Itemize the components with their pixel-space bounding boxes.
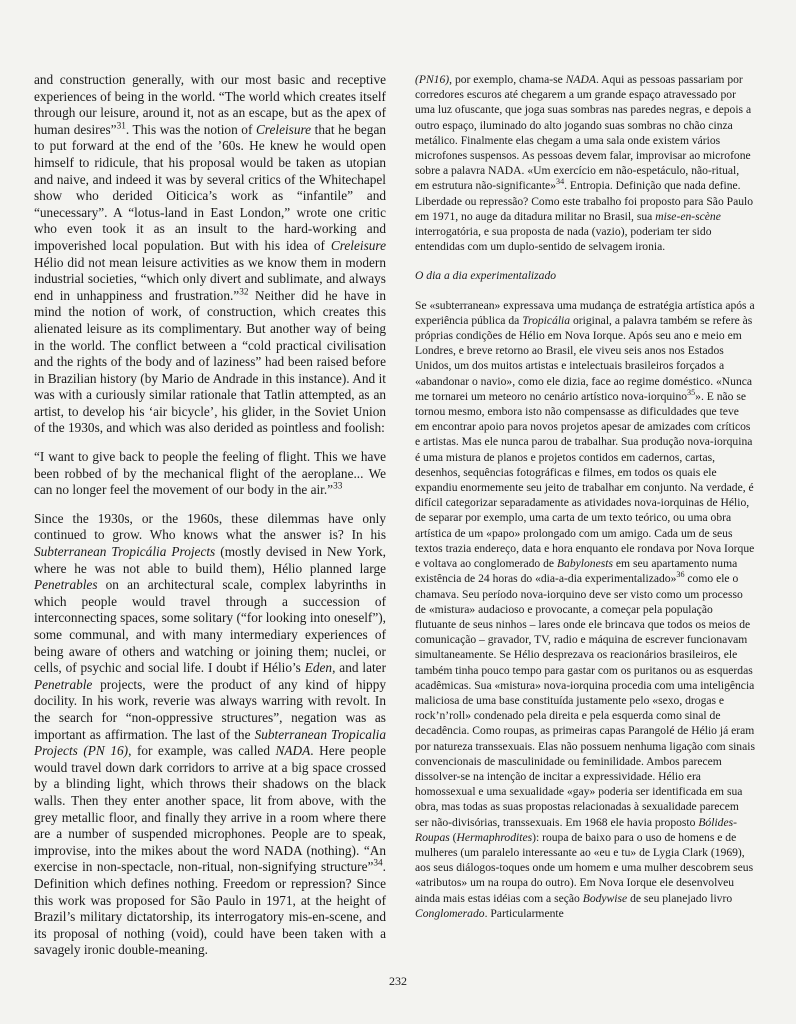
- footnote-ref: 33: [333, 481, 343, 492]
- text-run: Neither did he have in mind the notion of work, of construction, which creates this alienated leisure as its complimentary. But another way of being in the world. The conflict between a “cold practical civilisation and the rights of the body and of laziness” had been raised before in Brazilian history (by Mario de Andrade in this instance). And it was with a curiously similar rationale that Tatlin attempted, as an artist, to develop his ‘air bicycle’, his glider, in the Soviet Union of the 1930s, and which was also derided as pointless and foolish:: [34, 287, 386, 436]
- portuguese-column: [415, 72, 755, 921]
- italic-text: Eden: [304, 660, 333, 676]
- italic-text: Subterranean Tropicália Projects: [34, 544, 216, 560]
- italic-text: Tropicália: [522, 313, 571, 327]
- italic-text: Penetrables: [34, 577, 98, 593]
- italic-text: Creleisure: [330, 237, 386, 253]
- text-run: ): roupa de baixo para o uso de homens e de mulheres (um paralelo interessante ao «eu e tu» de Lygia Clark (1969), aos seus diálogos-toques onde um homem e uma mulher descobrem seus «atributos» um na roupa do outro). Em Nova Iorque ele desenvolveu ainda mais estas idéias com a seção: [415, 830, 754, 905]
- footnote-ref: 31: [116, 121, 126, 132]
- text-run: projects, were the product of any kind of hippy docility. In his work, reverie was always warring with revolt. In the search for “non-oppressive structures”, negation was as important as affirmation. The last of the: [34, 676, 386, 742]
- text-run: on an architectural scale, complex labyrinths in which people would travel through a succession of interconnecting spaces, some solitary (“for looking into oneself”), some communal, and with many intermediary experiences of being aware of others and watching or joining them; nuclei, or cells, of psychic and social life. I doubt if Hélio’s: [34, 577, 386, 676]
- text-run: em seu apartamento numa existência de 24 horas do «dia-a-dia experimentalizado»: [415, 557, 738, 586]
- text-run: Since the 1930s, or the 1960s, these dilemmas have only continued to grow. Who knows what the answer is? In his: [34, 510, 386, 543]
- footnote-ref: 36: [676, 570, 685, 580]
- portuguese-paragraph-2: [415, 298, 755, 921]
- text-run: original, a palavra também se refere às próprias condições de Hélio em Nova Iorque. Após seu ano e meio em Londres, e breve retorno ao Brasil, ele viveu seis anos nos Estados Unidos, um dos muitos artistas e intelectuais brasileiros forçados a «abandonar o navio», como ele dizia, face ao regime doméstico. «Nunca me tornarei um meteoro no cenário artístico nova-iorquino: [415, 313, 753, 403]
- italic-text: (PN16): [415, 73, 450, 86]
- text-run: . Here people would travel down dark corridors to arrive at a big space crossed by a blinding light, which throws their shadows on the black walls. Then they enter another space, lit from above, with the grey metallic floor, and finally they arrive in a room where there are a number of suspended microphones. People are to speak, improvise, into the mikes about the word NADA (nothing). “An exercise in non-spectacle, non-ritual, non-signifying structure”: [34, 743, 386, 875]
- english-column: [34, 72, 386, 959]
- text-run: . Entropia. Definição que nada define. Liberdade ou repressão? Como este trabalho foi proposto para São Paulo em 1971, no auge da ditadura militar no Brasil, sua: [415, 179, 754, 223]
- text-run: , for example, was called: [128, 743, 276, 759]
- text-run: , and later: [332, 660, 386, 676]
- text-run: Hélio did not mean leisure activities as we know them in modern industrial societies, “which only divert and sublimate, and always end in unhappiness and frustration.”: [34, 254, 386, 303]
- italic-text: NADA: [275, 743, 311, 759]
- text-run: and construction generally, with our most basic and receptive experiences of being in the world. “The world which creates itself through our leisure, around it, not as an escape, but as the apex of human desires”: [34, 72, 386, 137]
- italic-text: Subterranean Tropicalia Projects (PN 16): [34, 726, 386, 759]
- italic-text: Creleisure: [255, 121, 312, 137]
- text-run: (: [449, 830, 457, 844]
- text-run: . Definition which defines nothing. Freedom or repression? Since this work was proposed for São Paulo in 1971, at the height of Brazil’s military dictatorship, its interrogatory mis-en-scene, and its proposal of nothing (void), could have been taken with a savagely ironic double-meaning.: [34, 859, 386, 958]
- text-run: “I want to give back to people the feeling of flight. This we have been robbed of by the mechanical flight of the aeroplane... We can no longer feel the movement of our body in the air.”: [34, 449, 386, 498]
- italic-text: Conglomerado: [415, 906, 485, 920]
- english-paragraph-1: [34, 72, 386, 437]
- italic-text: NADA: [565, 73, 596, 86]
- text-run: . Aqui as pessoas passariam por corredores escuros até chegarem a um grande espaço atravessado por uma luz ofuscante, que joga suas sombras nas paredes negras, e depois a outro espaço, iluminado do alto jogando suas sombras no chão cinza metálico. Finalmente elas chegam a uma sala onde existem vários microfones suspensos. As pessoas devem falar, improvisar ao microfone sobre a palavra NADA. «Um exercício em não-espetáculo, não-ritual, em estrutura não-significante»: [415, 73, 752, 193]
- footnote-ref: 35: [687, 388, 696, 397]
- page-number: 232: [389, 974, 407, 988]
- portuguese-paragraph-1: [415, 72, 755, 254]
- text-run: Se «subterranean» expressava uma mudança de estratégia artística após a experiência pública da: [415, 298, 755, 327]
- text-run: . This was the notion of: [125, 121, 256, 137]
- italic-text: Penetrable: [34, 676, 93, 692]
- footnote-ref: 34: [556, 177, 565, 187]
- english-paragraph-2: [34, 511, 386, 959]
- text-run: , por exemplo, chama-se: [449, 73, 566, 86]
- italic-text: Bólides-Roupas: [415, 815, 737, 844]
- italic-text: Hermaphrodites: [456, 830, 533, 844]
- italic-text: mise-en-scène: [655, 209, 721, 223]
- text-run: . Particularmente: [484, 906, 564, 920]
- footnote-ref: 34: [373, 858, 383, 869]
- tatlin-quote: [34, 449, 386, 499]
- text-run: como ele o chamava. Seu período nova-iorquino deve ser visto como um processo de «mistura» audacioso e provocante, a começar pela população flutuante de seus ninhos – lares onde ele brincava que todos os meios de comunicação – gravador, TV, radio e máquina de escrever funcionavam simultaneamente. Se Hélio desprezava os reacionários brasileiros, ele também tinha pouco tempo para gastar com os puritanos ou as esquerdas acadêmicas. Sua «mistura» nova-iorquina procedia com uma inteligência maliciosa de uma base constituída justamente pelo «sexo, drogas e rock’n’roll» condenado pela direita e pela esquerda como sinal de decadência. Como roupas, as primeiras capas Parangolé de Hélio já eram por natureza transsexuais. Elas não possuem nenhuma ligação com sinais convencionais de masculinidade ou feminilidade. Ambos parecem dissolver-se na intenção de incitar a expressividade. Hélio era homossexual e uma sexualidade «gay» poderia ser identificada em sua obra, mas todas as suas propostas relacionadas à sexualidade parecem ser não-divisórias, transsexuais. Em 1968 ele havia proposto: [415, 572, 755, 829]
- text-run: interrogatória, e sua proposta de nada (vazio), poderiam ter sido entendidas com um duplo-sentido de selvagem ironia.: [415, 225, 712, 254]
- text-run: (mostly devised in New York, where he was not able to build them), Hélio planned large: [34, 544, 386, 576]
- footnote-ref: 32: [239, 287, 249, 298]
- text-run: de seu planejado livro: [627, 891, 733, 905]
- text-run: ». E não se tornou mesmo, embora isto não compensasse as dificuldades que teve em encontrar apoio para novos projetos apesar de amizades com críticos e artistas. Mas ele nunca parou de trabalhar. Sua produção nova-iorquina é uma mistura de planos e projetos contidos em cadernos, cartas, desenhos, sequências fotográficas e filmes, em todos os quais ele expandiu enormemente seu jeito de trabalhar em conjunto. Na verdade, é difícil categorizar separadamente as atividades nova-iorquinas de Hélio, de separar por exemplo, uma carta de um texto teórico, ou uma obra artística de um «papo» prolongado com um amigo. Cada um de seus textos trazia endereço, data e hora enquanto ele rondava por Nova Iorque e voltava ao conglomerado de: [415, 389, 755, 571]
- section-heading: O dia a dia experimentalizado: [415, 269, 557, 283]
- text-run: that he began to put forward at the end of the ’60s. He knew he would open himself to ridicule, that his proposal would be taken as utopian and naive, and indeed it was by several critics of the Whitechapel show who derided Oiticica’s work as “infantile” and “unecessary”. A “lotus-land in East London,” wrote one critic who even took it as an insult to the hard-working and impoverished local population. But with his idea of: [34, 121, 387, 253]
- italic-text: Bodywise: [582, 891, 628, 905]
- italic-text: Babylonests: [556, 557, 613, 571]
